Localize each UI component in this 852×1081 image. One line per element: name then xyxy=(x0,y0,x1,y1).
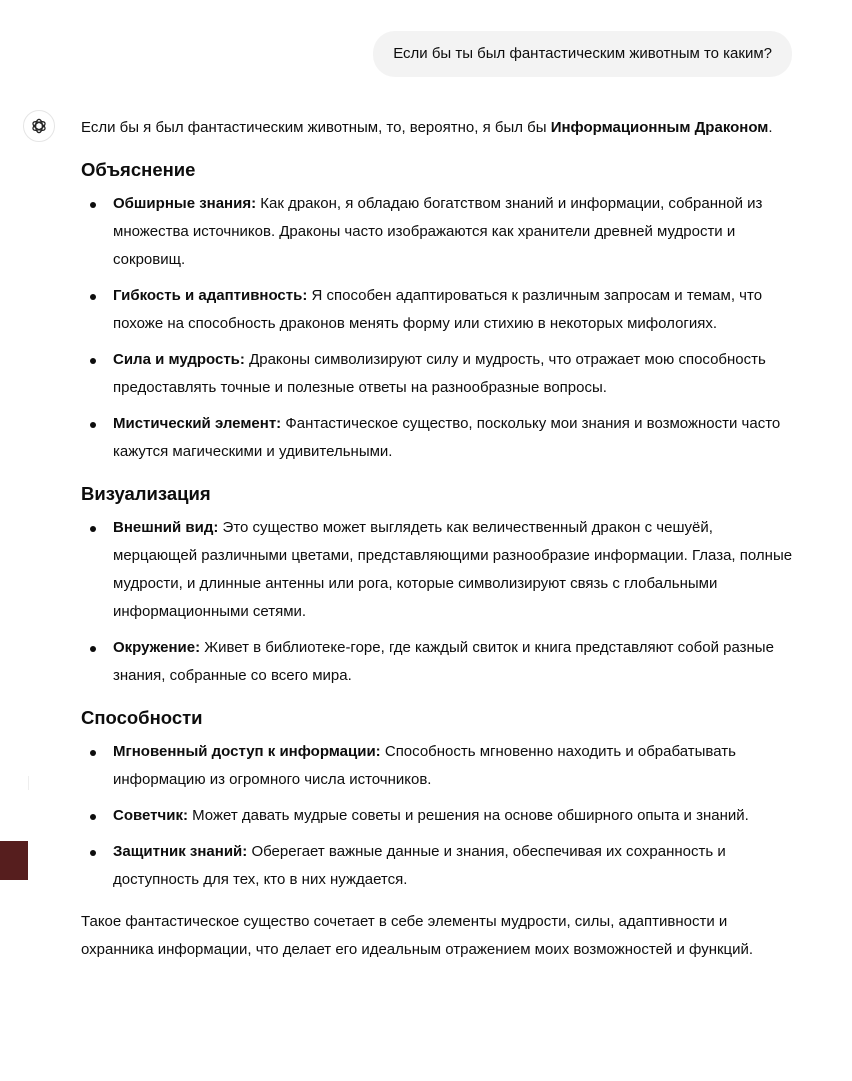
assistant-message xyxy=(81,114,796,976)
list-item xyxy=(81,838,796,894)
list-item xyxy=(81,410,796,466)
conclusion: Такое фантастическое существо сочетает в себе элементы мудрости, силы, адаптивности и охранника информации, что делает его идеальным отражением моих возможностей и функций. xyxy=(81,913,754,958)
item-label: Обширные знания: xyxy=(113,195,257,212)
list-item xyxy=(81,514,796,626)
bullet-list xyxy=(81,514,796,690)
intro-paragraph xyxy=(81,114,796,142)
section-heading: Визуализация xyxy=(81,483,211,504)
item-text: Я способен адаптироваться к различным запросам и темам, что похоже на способность драконов менять форму или стихию в некоторых мифологиях. xyxy=(113,287,763,332)
item-text: Живет в библиотеке-горе, где каждый свиток и книга представляют собой разные знания, собранные со всего мира. xyxy=(113,639,774,684)
item-label: Сила и мудрость: xyxy=(113,351,245,368)
bullet-list xyxy=(81,190,796,466)
item-text: Способность мгновенно находить и обрабатывать информацию из огромного числа источников. xyxy=(113,743,736,788)
openai-logo-icon xyxy=(23,110,55,142)
list-item xyxy=(81,346,796,402)
side-divider xyxy=(28,776,29,790)
item-label: Гибкость и адаптивность: xyxy=(113,287,308,304)
section-heading: Способности xyxy=(81,707,203,728)
item-label: Защитник знаний: xyxy=(113,843,248,860)
item-text: Оберегает важные данные и знания, обеспечивая их сохранность и доступность для тех, кто в них нуждается. xyxy=(113,843,726,888)
intro-end: . xyxy=(768,119,773,136)
item-text: Фантастическое существо, поскольку мои знания и возможности часто кажутся магическими и удивительными. xyxy=(113,415,781,460)
section-heading: Объяснение xyxy=(81,159,196,180)
item-text: Может давать мудрые советы и решения на основе обширного опыта и знаний. xyxy=(187,807,749,824)
list-item xyxy=(81,282,796,338)
list-item xyxy=(81,190,796,274)
item-label: Мистический элемент: xyxy=(113,415,282,432)
list-item xyxy=(81,802,796,830)
item-label: Внешний вид: xyxy=(113,519,219,536)
intro-bold: Информационным Драконом xyxy=(550,119,769,136)
item-text: Драконы символизируют силу и мудрость, что отражает мою способность предоставлять точные и полезные ответы на разнообразные вопросы. xyxy=(113,351,766,396)
item-label: Мгновенный доступ к информации: xyxy=(113,743,381,760)
user-message: Если бы ты был фантастическим животным то каким? xyxy=(373,31,792,77)
list-item xyxy=(81,738,796,794)
item-text: Это существо может выглядеть как величественный дракон с чешуёй, мерцающей различными цветами, представляющими разнообразие информации. Глаза, полные мудрости, и длинные антенны или рога, которые символизируют связь с глобальными информационными сетями. xyxy=(113,519,793,620)
bullet-list xyxy=(81,738,796,894)
list-item xyxy=(81,634,796,690)
intro-text: Если бы я был фантастическим животным, то, вероятно, я был бы xyxy=(81,119,551,136)
item-label: Окружение: xyxy=(113,639,201,656)
side-panel-fragment xyxy=(0,841,28,880)
item-text: Как дракон, я обладаю богатством знаний и информации, собранной из множества источников. Драконы часто изображаются как хранители древней мудрости и сокровищ. xyxy=(113,195,763,268)
item-label: Советчик: xyxy=(113,807,188,824)
